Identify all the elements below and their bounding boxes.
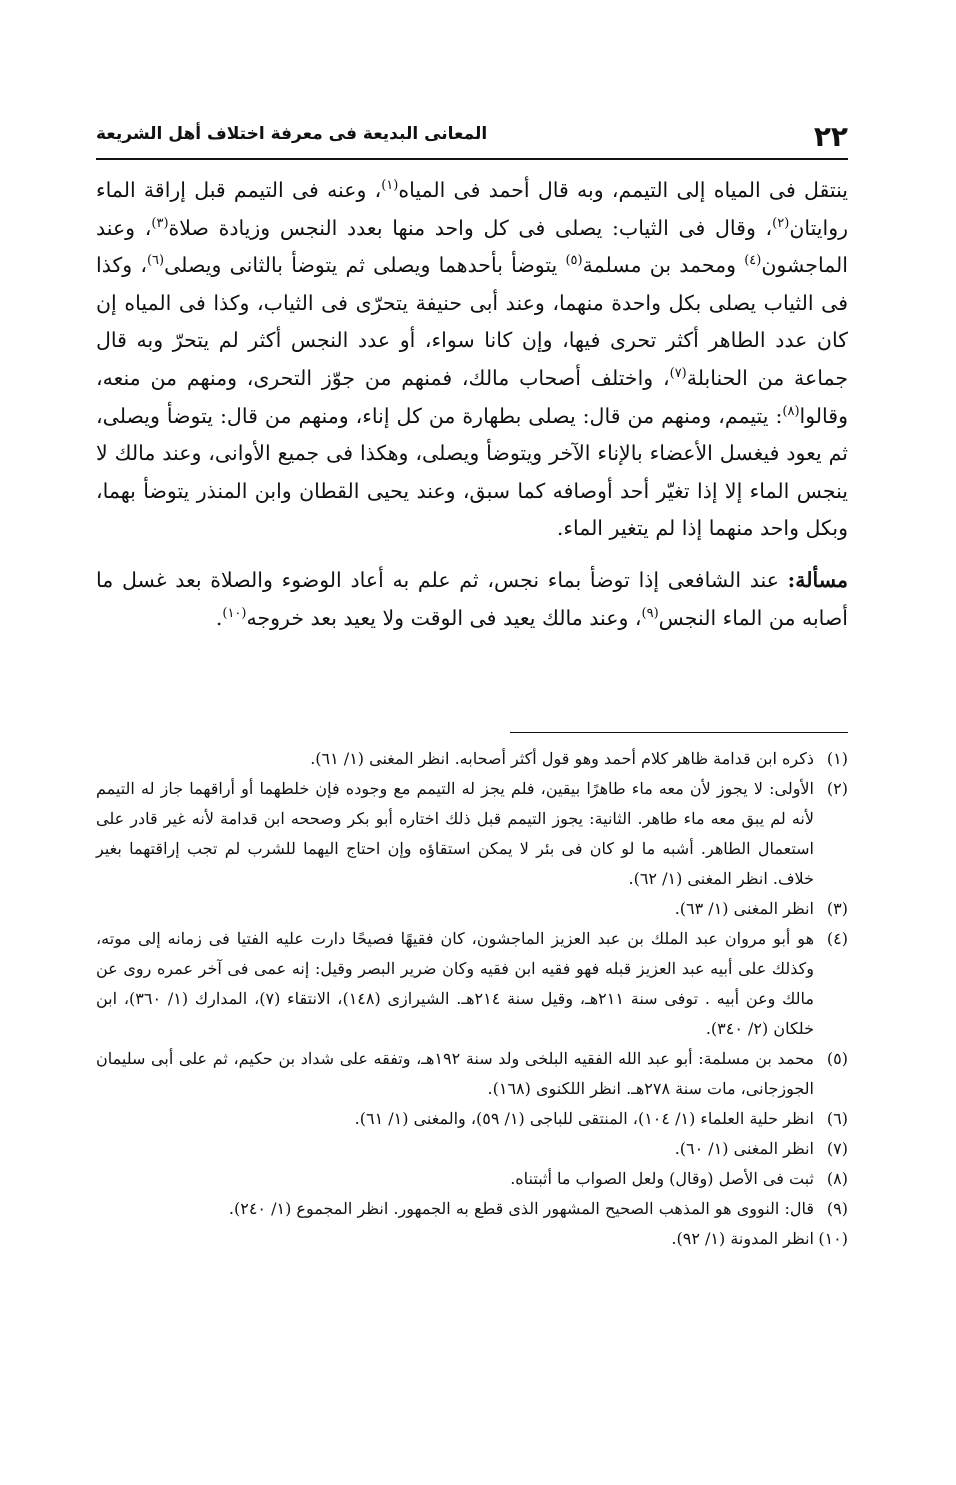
footnote-marker: (٢) [772, 215, 790, 231]
footnote-marker: (١٠) [222, 605, 247, 621]
paragraph [96, 172, 848, 548]
footnote-text: انظر المغنى (١/ ٦٣). [674, 899, 814, 918]
footnote-text: قال: النووى هو المذهب الصحيح المشهور الذى قطع به الجمهور. انظر المجموع (١/ ٢٤٠). [228, 1199, 814, 1218]
running-title: المعانى البديعة فى معرفة اختلاف أهل الشريعة [96, 124, 488, 144]
footnote-marker: (٨) [782, 403, 800, 419]
footnote [96, 1224, 848, 1254]
text-run: : يتيمم، ومنهم من قال: يصلى بطهارة من كل إناء، ومنهم من قال: يتوضأ ويصلى، ثم يعود فيغسل الأعضاء بالإناء الآخر ويتوضأ ويصلى، وهكذا فى جميع الأوانى، وعند مالك لا ينجس الماء إلا إذا تغيّر أحد أوصافه كما سبق، وعند يحيى القطان وابن المنذر يتوضأ بهما، وبكل واحد منهما إذا لم يتغير الماء. [96, 403, 848, 541]
footnote-number: (١٠) [818, 1229, 848, 1248]
page-header [96, 118, 848, 160]
footnote-marker: (٣) [151, 215, 169, 231]
footnote [96, 924, 848, 1044]
footnote-number: (٧) [826, 1139, 848, 1158]
footnote [96, 1134, 848, 1164]
footnote [96, 894, 848, 924]
footnote-number: (٢) [826, 779, 848, 798]
footnote [96, 744, 848, 774]
footnote-text: ثبت فى الأصل (وقال) ولعل الصواب ما أثبتناه. [510, 1169, 814, 1188]
footnote [96, 1044, 848, 1104]
footnote-text: انظر حلية العلماء (١/ ١٠٤)، المنتقى للباجى (١/ ٥٩)، والمغنى (١/ ٦١). [354, 1109, 814, 1128]
text-run: ، وعند مالك يعيد فى الوقت ولا يعيد بعد خروجه [246, 605, 642, 630]
footnote [96, 1104, 848, 1134]
text-run: ينتقل فى المياه إلى التيمم، وبه قال أحمد فى المياه [398, 178, 848, 202]
footnote [96, 774, 848, 894]
footnote-marker: (٦) [146, 253, 165, 269]
text-run: ، وكذا فى الثياب يصلى بكل واحدة منهما، وعند أبى حنيفة يتحرّى فى الثياب، وكذا فى المياه إن كان عدد الطاهر أكثر تحرى فيها، وإن كانا سواء، أو عدد النجس أكثر لم يتحرّ وبه قال جماعة من الحنابلة [96, 253, 848, 390]
footnote-text: انظر المدونة (١/ ٩٢). [671, 1229, 814, 1248]
footnote [96, 1194, 848, 1224]
text-run: ، واختلف أصحاب مالك، فمنهم من جوّز التحرى، ومنهم من منعه، وقالوا [96, 365, 848, 428]
text-run: ومحمد بن مسلمة [582, 253, 745, 278]
main-text [96, 172, 848, 637]
footnote-marker: (٧) [669, 366, 687, 382]
text-run: يتوضأ بأحدهما ويصلى ثم يتوضأ بالثانى ويصلى [164, 253, 566, 278]
footnote-number: (٨) [826, 1169, 848, 1188]
footnote-marker: (٥) [565, 253, 583, 269]
footnote [96, 1164, 848, 1194]
footnote-number: (٤) [826, 929, 848, 948]
text-run: عند الشافعى إذا توضأ بماء نجس، ثم علم به أعاد الوضوء والصلاة بعد غسل ما أصابه من الماء النجس [96, 567, 848, 630]
footnote-marker: (٤) [744, 253, 762, 269]
footnote-number: (٩) [826, 1199, 848, 1218]
footnote-text: هو أبو مروان عبد الملك بن عبد العزيز الماجشون، كان فقيهًا فصيحًا دارت عليه الفتيا فى زمانه إلى موته، وكذلك على أبيه عبد العزيز قبله فهو فقيه ابن فقيه وكان ضرير البصر وقيل: إنه عمى فى آخر عمره روى عن مالك وعن أبيه . توفى سنة ٢١١هـ، وقيل سنة ٢١٤هـ. الشيرازى (١٤٨)، الانتقاء (٧)، المدارك (١/ ٣٦٠)، ابن خلكان (٢/ ٣٤٠). [96, 929, 814, 1038]
footnote-divider [510, 732, 848, 733]
text-run: ، وعند الماجشون [96, 215, 848, 278]
text-run: ، وقال فى الثياب: يصلى فى كل واحد منها بعدد النجس وزيادة صلاة [168, 215, 773, 240]
issue-heading: مسألة: [787, 567, 848, 592]
footnote-marker: (٩) [641, 605, 659, 621]
footnote-number: (٥) [826, 1049, 848, 1068]
page-number: ٢٢ [813, 120, 848, 153]
footnote-text: الأولى: لا يجوز لأن معه ماء طاهرًا بيقين، فلم يجز له التيمم مع وجوده فإن خلطهما أو أراقهما جاز له التيمم لأنه لم يبق معه ماء طاهر. الثانية: يجوز التيمم قبل ذلك اختاره أبو بكر وصححه ابن قدامة لأنه غير قادر على استعمال الطاهر. أشبه ما لو كان فى بئر لا يمكن استقاؤه وإن احتاج اليهما للشرب لم تجب إراقتهما بغير خلاف. انظر المغنى (١/ ٦٢). [96, 779, 814, 888]
text-run: . [215, 605, 223, 630]
footnote-text: ذكره ابن قدامة ظاهر كلام أحمد وهو قول أكثر أصحابه. انظر المغنى (١/ ٦١). [310, 749, 814, 768]
footnote-number: (٦) [826, 1109, 848, 1128]
paragraph [96, 562, 848, 637]
footnote-number: (٣) [826, 899, 848, 918]
footnotes [96, 744, 848, 1254]
text-run: ، وعنه فى التيمم قبل إراقة الماء روايتان [96, 178, 848, 240]
footnote-text: محمد بن مسلمة: أبو عبد الله الفقيه البلخى ولد سنة ١٩٢هـ، وتفقه على شداد بن حكيم، ثم على أبى سليمان الجوزجانى، مات سنة ٢٧٨هـ. انظر اللكنوى (١٦٨). [96, 1049, 815, 1098]
footnote-number: (١) [826, 749, 848, 768]
footnote-marker: (١) [381, 178, 399, 194]
footnote-text: انظر المغنى (١/ ٦٠). [674, 1139, 814, 1158]
